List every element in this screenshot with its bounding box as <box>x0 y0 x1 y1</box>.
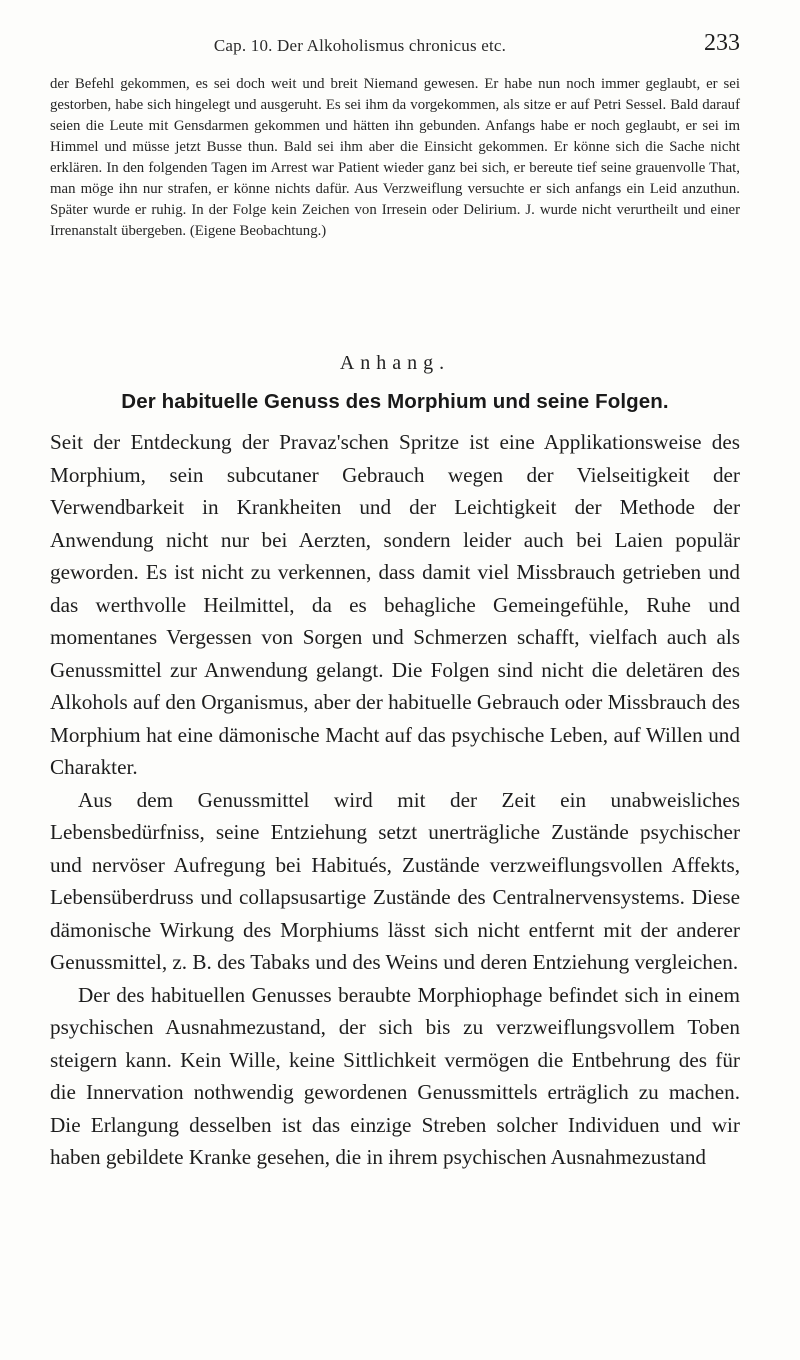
running-title: Cap. 10. Der Alkoholismus chronicus etc. <box>213 36 507 55</box>
appendix-label: Anhang. <box>339 352 451 374</box>
case-report-paragraph: der Befehl gekommen, es sei doch weit und breit Niemand gewesen. Er habe nun noch immer geglaubt, er sei gestorben, habe sich hingelegt und ausgeruht. Es sei ihm da vorgekommen, als sitze er auf Petri Sessel. Bald darauf seien die Leute mit Gensdarmen gekommen und hätten ihn gebunden. Anfangs habe er noch geglaubt, er sei im Himmel und müsse jetzt Busse thun. Bald sei ihm aber die Einsicht gekommen. Er könne sich die Sache nicht erklären. In den folgenden Tagen im Arrest war Patient wieder ganz bei sich, er bereute tief seine grauenvolle That, man möge ihn nur strafen, er könne nichts dafür. Aus Verzweiflung versuchte er sich anfangs ein Leid anzuthun. Später wurde er ruhig. In der Folge kein Zeichen von Irresein oder Delirium. J. wurde nicht verurtheilt und einer Irrenanstalt übergeben. (Eigene Beobachtung.) <box>50 76 740 239</box>
paragraph-3: Der des habituellen Genusses beraubte Morphiophage befindet sich in einem psychischen Ausnahmezustand, der sich bis zu verzweiflungsvollem Toben steigern kann. Kein Wille, keine Sittlichkeit vermögen die Entbehrung des für die Innervation nothwendig gewordenen Genussmittels erträglich zu machen. Die Erlangung desselben ist das einzige Streben solcher Individuen und wir haben gebildete Kranke gesehen, die in ihrem psychischen Ausnahmezustand <box>50 982 740 1169</box>
paragraph-2: Aus dem Genussmittel wird mit der Zeit ein unabweisliches Lebensbedürfniss, seine Entziehung setzt unerträgliche Zustände psychischer und nervöser Aufregung bei Habitués, Zustände verzweiflungsvollen Affekts, Lebensüberdruss und collapsusartige Zustände des Centralnervensystems. Diese dämonische Wirkung des Morphiums lässt sich nicht entfernt mit der anderer Genussmittel, z. B. des Tabaks und des Weins und deren Entziehung vergleichen. <box>50 787 740 974</box>
page-number: 233 <box>704 30 740 56</box>
paragraph-1: Seit der Entdeckung der Pravaz'schen Spritze ist eine Applikationsweise des Morphium, sein subcutaner Gebrauch wegen der Vielseitigkeit der Verwendbarkeit in Krankheiten und der Leichtigkeit der Methode der Anwendung nicht nur bei Aerzten, sondern leider auch bei Laien populär geworden. Es ist nicht zu verkennen, dass damit viel Missbrauch getrieben und das werthvolle Heilmittel, da es behagliche Gemeingefühle, Ruhe und momentanes Vergessen von Sorgen und Schmerzen schafft, vielfach auch als Genussmittel zur Anwendung gelangt. Die Folgen sind nicht die deletären des Alkohols auf den Organismus, aber der habituelle Gebrauch oder Missbrauch des Morphium hat eine dämonische Macht auf das psychische Leben, auf Willen und Charakter. <box>50 430 740 779</box>
case-report-text <box>50 74 740 242</box>
section-heading: Der habituelle Genuss des Morphium und seine Folgen. <box>121 390 669 413</box>
section-body <box>50 426 740 1174</box>
running-header <box>50 26 740 66</box>
